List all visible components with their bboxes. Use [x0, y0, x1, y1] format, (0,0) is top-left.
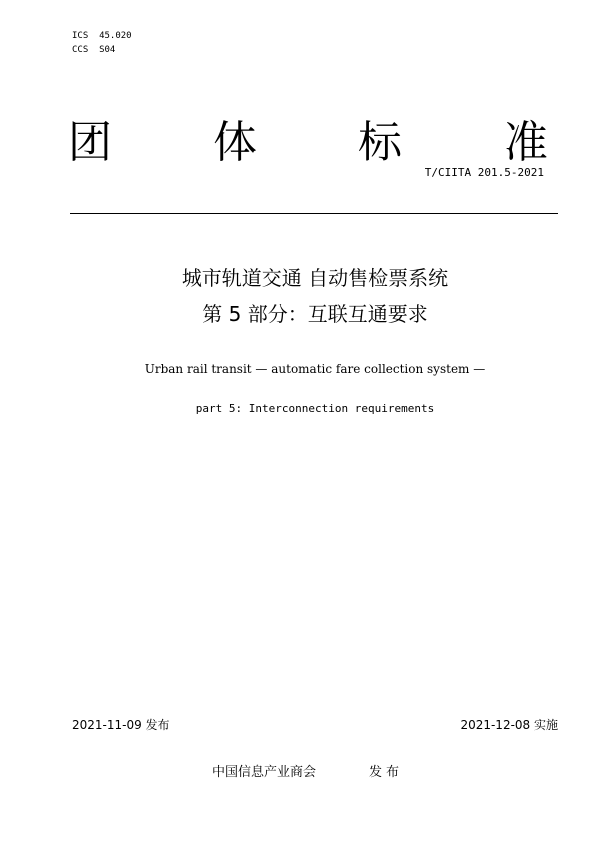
english-title-line-2: part 5: Interconnection requirements [195, 402, 435, 415]
standard-type-char-3: 标 [358, 117, 402, 168]
issuing-organization: 中国信息产业商会 [212, 765, 317, 780]
ics-code: ICS 45.020 [72, 31, 132, 41]
header-divider [70, 213, 558, 214]
english-title-line-1: Urban rail transit — automatic fare collection system — [144, 362, 486, 376]
standard-type-char-1: 团 [68, 117, 112, 168]
publish-label: 发布 [369, 765, 404, 780]
standard-type-char-4: 准 [504, 117, 548, 168]
implement-date: 2021-12-08 实施 [460, 718, 558, 732]
ccs-code: CCS S04 [72, 45, 116, 55]
standard-code: T/CIITA 201.5-2021 [424, 166, 544, 179]
standard-type-char-2: 体 [213, 117, 257, 168]
chinese-title-line-2: 第 5 部分：互联互通要求 [202, 302, 428, 326]
classification-codes [72, 29, 132, 57]
chinese-title-line-1: 城市轨道交通 自动售检票系统 [181, 266, 449, 290]
publish-date: 2021-11-09 发布 [72, 718, 170, 732]
